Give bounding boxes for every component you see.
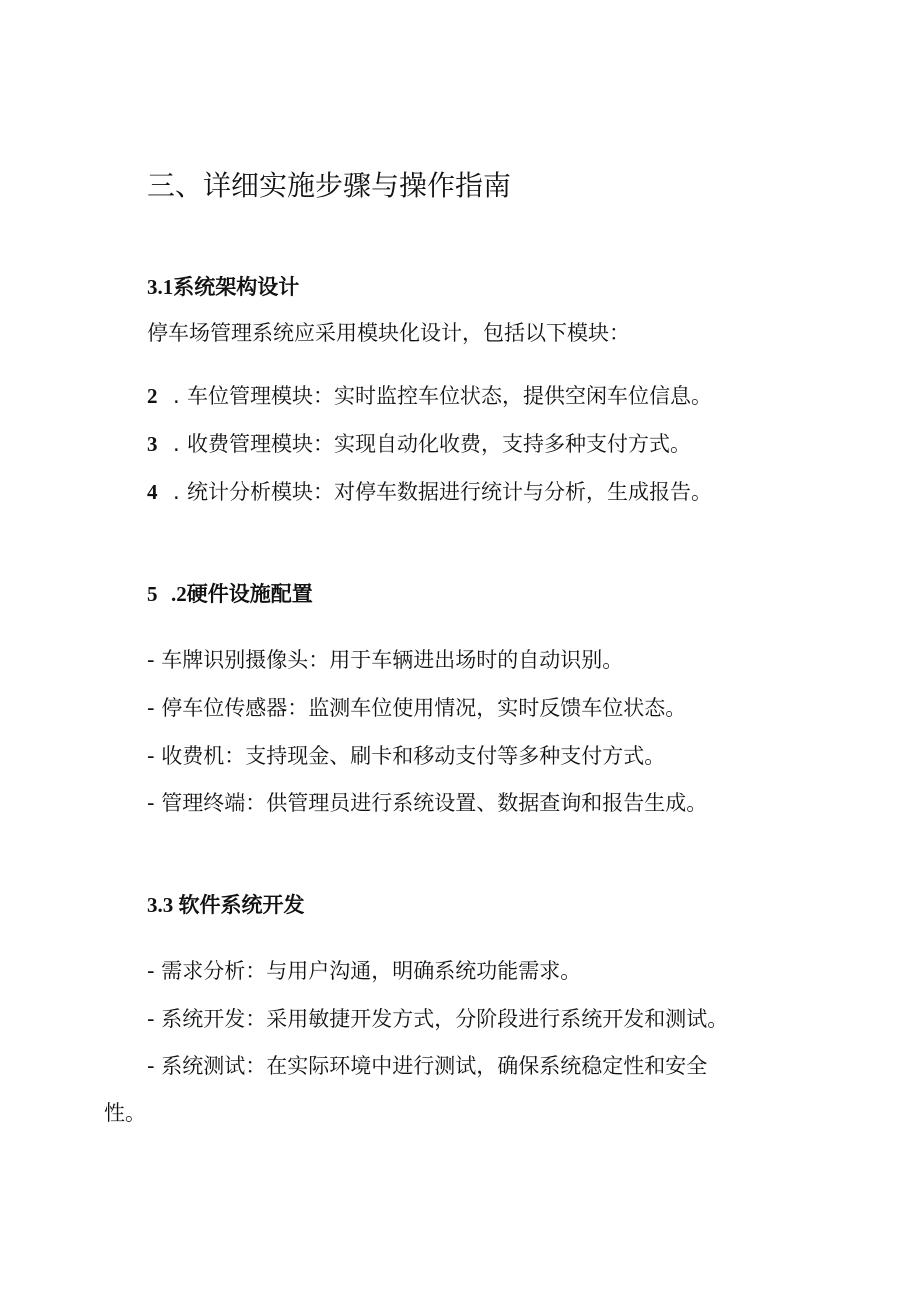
list-item: 3 . 收费管理模块：实现自动化收费，支持多种支付方式。: [147, 432, 691, 456]
section-heading-3-1: 3.1系统架构设计: [147, 275, 300, 299]
list-item: - 需求分析：与用户沟通，明确系统功能需求。: [147, 959, 582, 983]
list-item-text: 收费管理模块：实现自动化收费，支持多种支付方式。: [187, 432, 691, 456]
list-item: - 管理终端：供管理员进行系统设置、数据查询和报告生成。: [147, 791, 708, 815]
list-item-number: 3: [147, 432, 158, 456]
section-intro: 停车场管理系统应采用模块化设计，包括以下模块：: [147, 321, 630, 345]
list-item-text: 统计分析模块：对停车数据进行统计与分析，生成报告。: [187, 480, 712, 504]
list-item-continuation: 性。: [104, 1101, 146, 1125]
list-item-text: 车位管理模块：实时监控车位状态，提供空闲车位信息。: [187, 384, 712, 408]
list-item-number: 4: [147, 480, 158, 504]
list-item: 4 . 统计分析模块：对停车数据进行统计与分析，生成报告。: [147, 480, 712, 504]
list-item: - 收费机：支持现金、刷卡和移动支付等多种支付方式。: [147, 744, 666, 768]
section-heading-3-3: 3.3 软件系统开发: [147, 893, 305, 917]
list-item: - 停车位传感器：监测车位使用情况，实时反馈车位状态。: [147, 696, 687, 720]
list-item: - 系统测试：在实际环境中进行测试，确保系统稳定性和安全: [147, 1054, 708, 1078]
list-item: - 系统开发：采用敏捷开发方式，分阶段进行系统开发和测试。: [147, 1007, 729, 1031]
section-heading-text: .2硬件设施配置: [171, 582, 313, 606]
section-heading-number: 5: [147, 582, 158, 606]
section-heading-3-2: [147, 578, 313, 608]
list-item: - 车牌识别摄像头：用于车辆进出场时的自动识别。: [147, 648, 624, 672]
list-item: 2 . 车位管理模块：实时监控车位状态，提供空闲车位信息。: [147, 384, 712, 408]
page-title: 三、详细实施步骤与操作指南: [147, 169, 512, 202]
list-item-number: 2: [147, 384, 158, 408]
